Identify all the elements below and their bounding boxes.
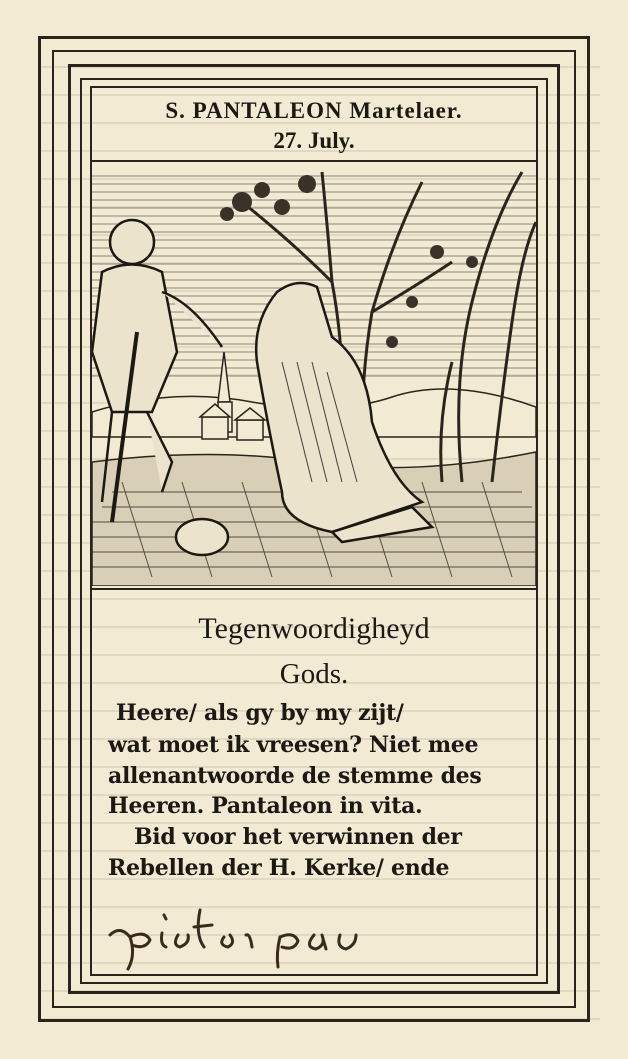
- text-line-4: Heeren. Pantaleon in vita.: [108, 793, 423, 819]
- feast-date: 27. July.: [273, 128, 355, 153]
- martyrdom-scene: [92, 162, 536, 586]
- handwritten-signature: [100, 895, 530, 975]
- text-line-1: Heere/ als gy by my zijt/: [116, 700, 404, 726]
- text-line-2: wat moet ik vreesen? Niet mee: [108, 732, 479, 758]
- text-line-3: allenantwoorde de stemme des: [108, 763, 482, 789]
- signature-drawing: [100, 895, 530, 975]
- text-line-6: Rebellen der H. Kerke/ ende: [108, 855, 450, 881]
- text-line-5: Bid voor het verwinnen der: [134, 824, 462, 850]
- woodcut-illustration: [92, 160, 536, 590]
- meditation-subheading: Gods.: [279, 658, 349, 690]
- saint-title: S. PANTALEON Martelaer.: [165, 98, 463, 123]
- meditation-heading: Tegenwoordigheyd: [198, 612, 430, 645]
